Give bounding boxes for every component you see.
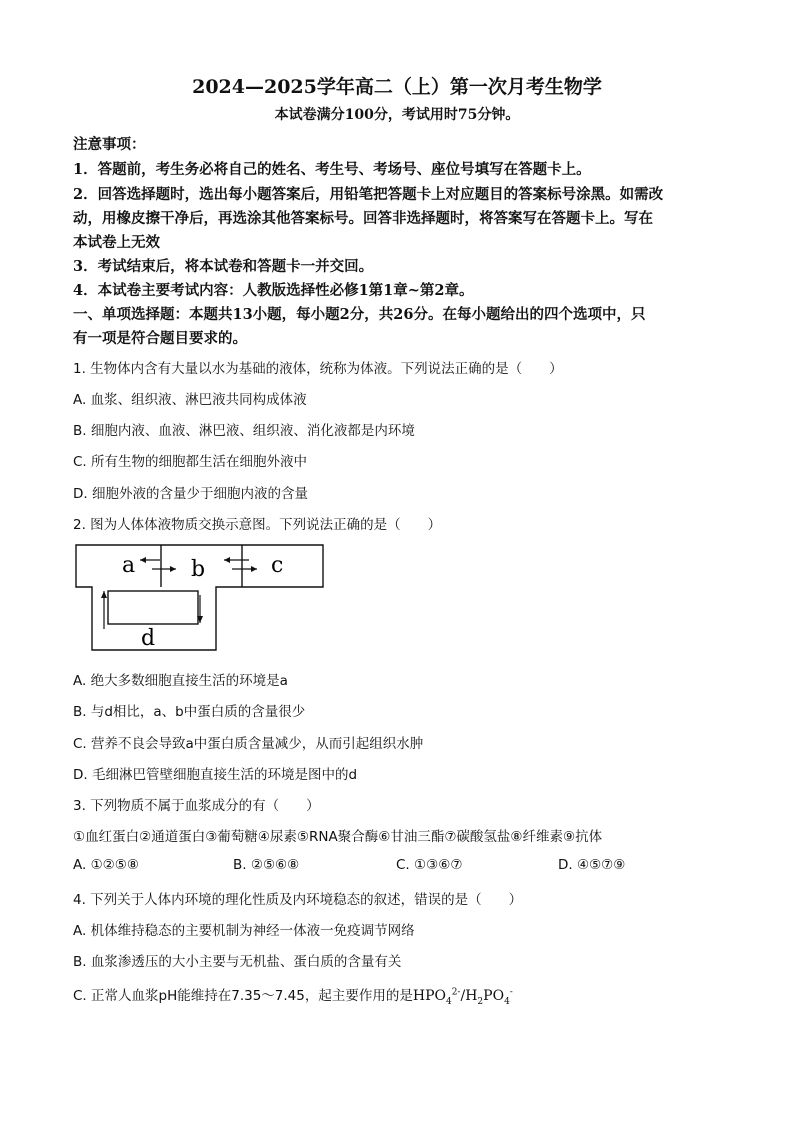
q3-option-a: A. ①②⑤⑧	[73, 857, 139, 873]
q3-stem: 3. 下列物质不属于血浆成分的有（ ）	[73, 798, 320, 814]
q1-option-c: C. 所有生物的细胞都生活在细胞外液中	[73, 454, 308, 470]
q1-option-d: D. 细胞外液的含量少于细胞内液的含量	[73, 486, 308, 502]
q2-option-a: A. 绝大多数细胞直接生活的环境是a	[73, 673, 288, 689]
note-3: 3．考试结束后，将本试卷和答题卡一并交回。	[73, 258, 374, 275]
page-subtitle: 本试卷满分100分，考试用时75分钟。	[274, 107, 520, 123]
page-title: 2024—2025学年高二（上）第一次月考生物学	[192, 76, 602, 98]
notes-heading: 注意事项：	[73, 136, 146, 153]
q4-option-c-text: C. 正常人血浆pH能维持在7.35～7.45，起主要作用的是	[73, 988, 413, 1004]
note-1: 1．答题前，考生务必将自己的姓名、考生号、考场号、座位号填写在答题卡上。	[73, 161, 591, 178]
body-fluid-exchange-diagram	[72, 543, 328, 655]
formula-hpo4: $HPO_4^{2-}/H_2PO_4^-$	[412, 987, 513, 1007]
section-1-heading-line-1: 一、单项选择题：本题共13小题，每小题2分，共26分。在每小题给出的四个选项中，只	[73, 306, 646, 323]
q4-option-a: A. 机体维持稳态的主要机制为神经一体液一免疫调节网络	[73, 923, 415, 939]
q4-option-b: B. 血浆渗透压的大小主要与无机盐、蛋白质的含量有关	[73, 954, 402, 970]
q4-option-c	[73, 984, 513, 1007]
q2-option-b: B. 与d相比，a、b中蛋白质的含量很少	[73, 704, 306, 720]
q1-stem: 1. 生物体内含有大量以水为基础的液体，统称为体液。下列说法正确的是（ ）	[73, 361, 563, 377]
q3-items: ①血红蛋白②通道蛋白③葡萄糖④尿素⑤RNA聚合酶⑥甘油三酯⑦碳酸氢盐⑧纤维素⑨抗体	[73, 829, 603, 845]
diagram-label-c: c	[271, 553, 284, 578]
q2-option-c: C. 营养不良会导致a中蛋白质含量减少，从而引起组织水肿	[73, 736, 424, 752]
q3-option-d: D. ④⑤⑦⑨	[558, 857, 626, 873]
section-1-heading-line-2: 有一项是符合题目要求的。	[73, 330, 247, 347]
note-2-line-3: 本试卷上无效	[73, 234, 160, 251]
q4-stem: 4. 下列关于人体内环境的理化性质及内环境稳态的叙述，错误的是（ ）	[73, 892, 523, 908]
diagram-label-a: a	[122, 553, 136, 578]
diagram-label-d: d	[141, 626, 156, 651]
q3-option-c: C. ①③⑥⑦	[396, 857, 463, 873]
q2-option-d: D. 毛细淋巴管壁细胞直接生活的环境是图中的d	[73, 767, 358, 783]
q2-stem: 2. 图为人体体液物质交换示意图。下列说法正确的是（ ）	[73, 517, 442, 533]
note-2-line-2: 动，用橡皮擦干净后，再选涂其他答案标号。回答非选择题时，将答案写在答题卡上。写在	[73, 210, 653, 227]
q1-option-a: A. 血浆、组织液、淋巴液共同构成体液	[73, 392, 307, 408]
diagram-inner-box	[108, 591, 198, 624]
note-4: 4．本试卷主要考试内容：人教版选择性必修1第1章~第2章。	[73, 282, 474, 299]
diagram-label-b: b	[191, 557, 206, 582]
note-2-line-1: 2．回答选择题时，选出每小题答案后，用铅笔把答题卡上对应题目的答案标号涂黑。如需改	[73, 186, 664, 203]
q1-option-b: B. 细胞内液、血液、淋巴液、组织液、消化液都是内环境	[73, 423, 415, 439]
q3-option-b: B. ②⑤⑥⑧	[233, 857, 300, 873]
